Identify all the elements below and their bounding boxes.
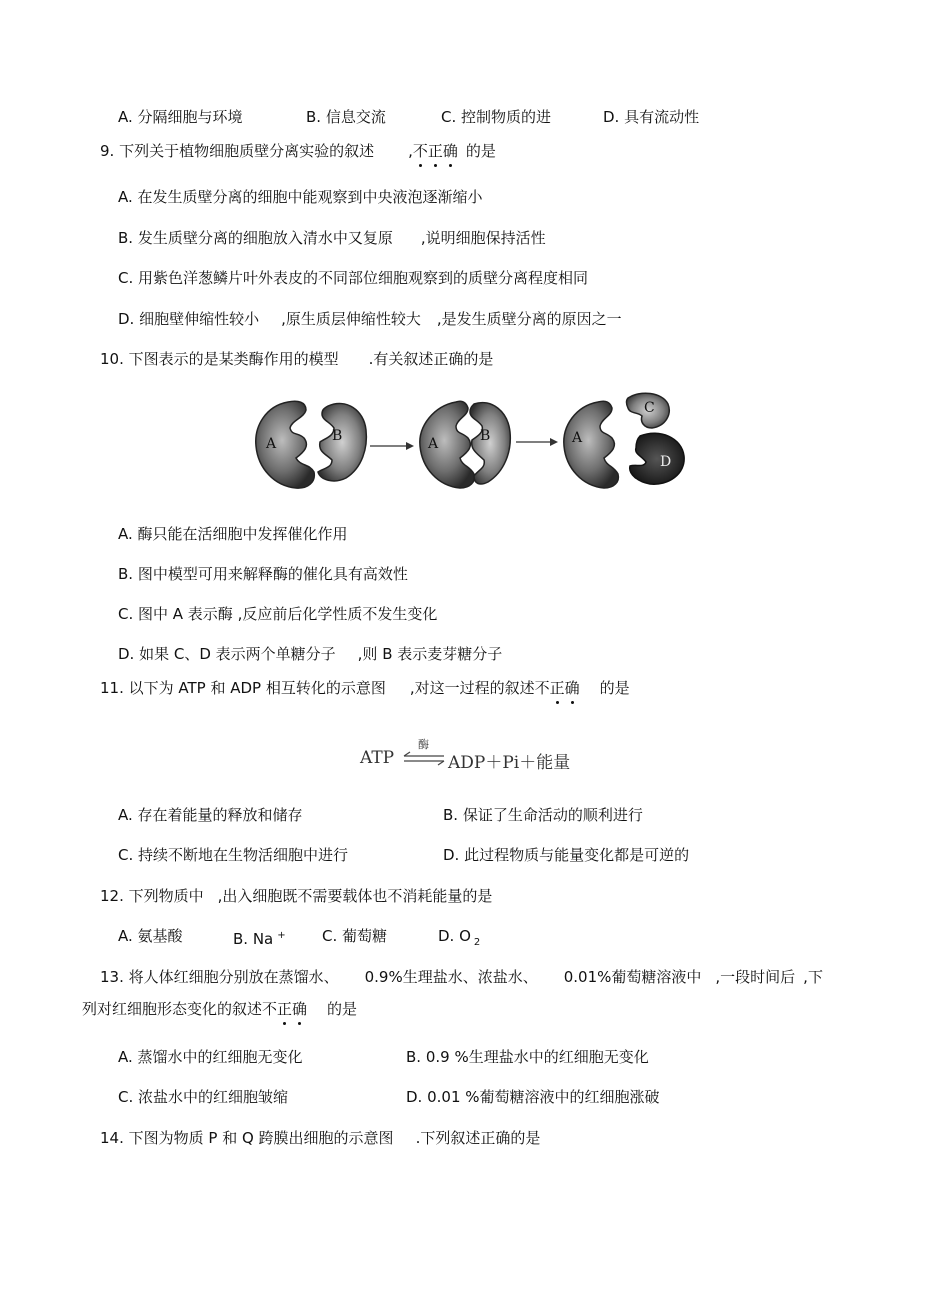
q8-option-c: C. 控制物质的进 xyxy=(441,108,552,126)
q13-emph-1: 正 xyxy=(277,1000,293,1018)
q13-stem-part5: ,下 xyxy=(803,968,823,986)
q14-stem xyxy=(100,1128,540,1148)
q9-option-a: A. 在发生质壁分离的细胞中能观察到中央液泡逐渐缩小 xyxy=(118,188,483,206)
q13-option-a: A. 蒸馏水中的红细胞无变化 xyxy=(118,1048,303,1066)
label-a-2: A xyxy=(428,436,439,452)
q13-stem-part2: 0.9%生理盐水、浓盐水、 xyxy=(364,968,538,986)
q11-option-b: B. 保证了生命活动的顺利进行 xyxy=(443,806,643,824)
label-a-3: A xyxy=(572,430,583,446)
q13-stem-line2 xyxy=(82,999,357,1019)
eq-atp: ATP xyxy=(360,748,395,768)
q10-option-a: A. 酶只能在活细胞中发挥催化作用 xyxy=(118,525,348,543)
q11-stem-suffix: 的是 xyxy=(599,679,630,697)
q12-option-b xyxy=(233,926,286,949)
q12-stem-part2: ,出入细胞既不需要载体也不消耗能量的是 xyxy=(217,887,493,905)
q11-emph-2: 确 xyxy=(564,679,580,697)
arrow-2 xyxy=(516,438,558,446)
eq-products: ADP＋Pi＋能量 xyxy=(448,753,571,773)
panel-1 xyxy=(256,401,367,488)
arrow-1 xyxy=(370,442,414,450)
q9-option-b-part1: B. 发生质壁分离的细胞放入清水中又复原 xyxy=(118,229,393,247)
q13-option-b: B. 0.9 %生理盐水中的红细胞无变化 xyxy=(406,1048,649,1066)
panel-3 xyxy=(564,393,684,488)
q8-option-a: A. 分隔细胞与环境 xyxy=(118,108,243,126)
q9-stem xyxy=(100,141,496,161)
product-d-shape xyxy=(630,433,684,484)
q13-stem-line1 xyxy=(100,967,823,987)
q10-option-b: B. 图中模型可用来解释酶的催化具有高效性 xyxy=(118,565,408,583)
label-b-1: B xyxy=(332,428,343,444)
q13-stem-suffix: 的是 xyxy=(327,1000,358,1018)
q11-stem-part2: ,对这一过程的叙述不 xyxy=(409,679,550,697)
q12-option-d-subscript: 2 xyxy=(473,937,481,948)
q11-option-c: C. 持续不断地在生物活细胞中进行 xyxy=(118,846,349,864)
q9-emph-3: 确 xyxy=(442,142,458,160)
q13-stem-part3: 0.01%葡萄糖溶液中 xyxy=(563,968,702,986)
q8-option-b: B. 信息交流 xyxy=(306,108,386,126)
q9-stem-comma: , xyxy=(408,142,413,160)
atp-equation xyxy=(360,738,600,774)
q9-emph-1: 不 xyxy=(412,142,428,160)
q13-stem-part1: 13. 将人体红细胞分别放在蒸馏水、 xyxy=(100,968,339,986)
q9-option-d-part3: ,是发生质壁分离的原因之一 xyxy=(436,310,622,328)
q12-stem-part1: 12. 下列物质中 xyxy=(100,887,204,905)
q13-stem-part4: ,一段时间后 xyxy=(715,968,796,986)
q10-stem xyxy=(100,349,493,369)
q9-emph-2: 正 xyxy=(427,142,443,160)
q9-option-b-part2: ,说明细胞保持活性 xyxy=(420,229,546,247)
q13-option-d: D. 0.01 %葡萄糖溶液中的红细胞涨破 xyxy=(406,1088,660,1106)
q9-option-d-part2: ,原生质层伸缩性较大 xyxy=(281,310,421,328)
q13-stem-line2-text: 列对红细胞形态变化的叙述不 xyxy=(82,1000,278,1018)
q14-stem-part1: 14. 下图为物质 P 和 Q 跨膜出细胞的示意图 xyxy=(100,1129,394,1147)
q12-option-d-text: D. O xyxy=(438,927,471,945)
q10-option-d-part2: ,则 B 表示麦芽糖分子 xyxy=(357,645,503,663)
q9-option-d-part1: D. 细胞壁伸缩性较小 xyxy=(118,310,260,328)
q12-option-a: A. 氨基酸 xyxy=(118,927,183,945)
q9-option-d xyxy=(118,309,622,329)
q10-option-d-part1: D. 如果 C、D 表示两个单糖分子 xyxy=(118,645,336,663)
reversible-arrow-icon xyxy=(402,750,446,768)
q10-stem-part2: .有关叙述正确的是 xyxy=(368,350,494,368)
q10-option-d xyxy=(118,644,502,664)
q12-option-b-charge: + xyxy=(277,930,286,941)
enzyme-a-shape-1 xyxy=(256,401,315,488)
q13-option-c: C. 浓盐水中的红细胞皱缩 xyxy=(118,1088,289,1106)
q9-option-c: C. 用紫色洋葱鳞片叶外表皮的不同部位细胞观察到的质壁分离程度相同 xyxy=(118,269,589,287)
q10-stem-part1: 10. 下图表示的是某类酶作用的模型 xyxy=(100,350,339,368)
q13-emph-2: 确 xyxy=(292,1000,308,1018)
q12-option-b-text: B. Na xyxy=(233,930,274,948)
q12-option-c: C. 葡萄糖 xyxy=(322,927,388,945)
q11-option-a: A. 存在着能量的释放和储存 xyxy=(118,806,303,824)
eq-enzyme-label: 酶 xyxy=(418,738,429,751)
q10-option-c: C. 图中 A 表示酶 ,反应前后化学性质不发生变化 xyxy=(118,605,438,623)
label-b-2: B xyxy=(480,428,491,444)
enzyme-model-diagram xyxy=(248,388,698,498)
label-c: C xyxy=(644,400,655,416)
q12-option-d xyxy=(438,926,480,953)
q9-stem-text: 9. 下列关于植物细胞质壁分离实验的叙述 xyxy=(100,142,375,160)
label-d: D xyxy=(660,454,672,470)
label-a-1: A xyxy=(266,436,277,452)
q9-option-b xyxy=(118,228,546,248)
q9-stem-suffix: 的是 xyxy=(465,142,496,160)
q12-stem xyxy=(100,886,492,906)
q14-stem-part2: .下列叙述正确的是 xyxy=(415,1129,541,1147)
q8-option-d: D. 具有流动性 xyxy=(603,108,700,126)
q11-option-d: D. 此过程物质与能量变化都是可逆的 xyxy=(443,846,690,864)
q11-stem xyxy=(100,678,630,698)
panel-2 xyxy=(420,401,510,488)
q11-stem-part1: 11. 以下为 ATP 和 ADP 相互转化的示意图 xyxy=(100,679,386,697)
q11-emph-1: 正 xyxy=(549,679,565,697)
